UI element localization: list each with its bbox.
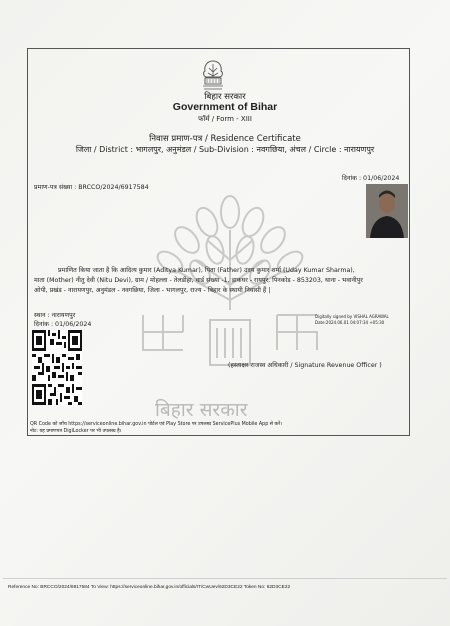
bodhi-tree-emblem-icon: [115, 190, 345, 420]
signature-officer-label: (हस्ताक्षर राजस्व अधिकारी / Signature Revenue Officer ): [228, 362, 382, 369]
qr-verification-note: QR Code को जाँच https://serviceonline.bihar.gov.in पोर्टल एवं Play Store पर उपलब्ध ServicePlus Mobile App से करें।: [30, 422, 283, 427]
qr-code-icon: [32, 330, 82, 405]
digital-signature-name: Digitally signed by VISHAL AGRAWAL: [315, 314, 389, 319]
footer-reference: Reference No: BRCCO/2024/6917584 To View: https://serviceonline.bihar.gov.in/officials/IT/CwUev/62D3CE22 Token No: 62D3CE22: [8, 585, 291, 590]
certificate-number: प्रमाण-पत्र संख्या : BRCCO/2024/6917584: [34, 184, 149, 191]
certificate-body-line-3: ओपी, प्रखंड - नारायणपुर, अनुमंडल - नवगछिया, जिला - भागलपुर, राज्य - बिहार के स्थायी निवासी हैं |: [34, 287, 271, 294]
footer-divider: [3, 578, 447, 579]
date-label: दिनांक : 01/06/2024: [342, 175, 400, 182]
digital-signature-date: Date:2024.06.01 04:07:34 +05:30: [315, 320, 385, 325]
issue-date: दिनांक : 01/06/2024: [34, 321, 92, 328]
header-hindi-title: बिहार सरकार: [204, 92, 246, 102]
certificate-title: निवास प्रमाण-पत्र / Residence Certificate: [149, 134, 301, 144]
digilocker-note: नोट: यह प्रमाणपत्र DigiLocker पर भी उपलब्ध है।: [30, 429, 122, 434]
place-label: स्थान : नारायणपुर: [34, 312, 76, 319]
certificate-body-line-2: माता (Mother) नीतु देवी (Nitu Devi), ग्राम / मोहल्ला - तेलडीहा, वार्ड संख्या -1, डाकघर - रायपुर, पिनकोड - 853203, थाना - भवानीपुर: [34, 277, 363, 284]
applicant-photo: [366, 184, 408, 238]
certificate-body-line-1: प्रमाणित किया जाता है कि आदित्य कुमार (Aditya Kumar), पिता (Father) उदय कुमार शर्मा (Uday Kumar Sharma),: [58, 267, 355, 274]
header-english-title: Government of Bihar: [172, 101, 278, 113]
bihar-emblem-icon: [198, 58, 228, 92]
district-line: जिला / District : भागलपुर, अनुमंडल / Sub-Division : नवगछिया, अंचल / Circle : नारायणपुर: [75, 145, 375, 154]
form-number: फॉर्म / Form - XIII: [198, 115, 252, 123]
watermark-text: बिहार सरकार: [155, 399, 248, 421]
